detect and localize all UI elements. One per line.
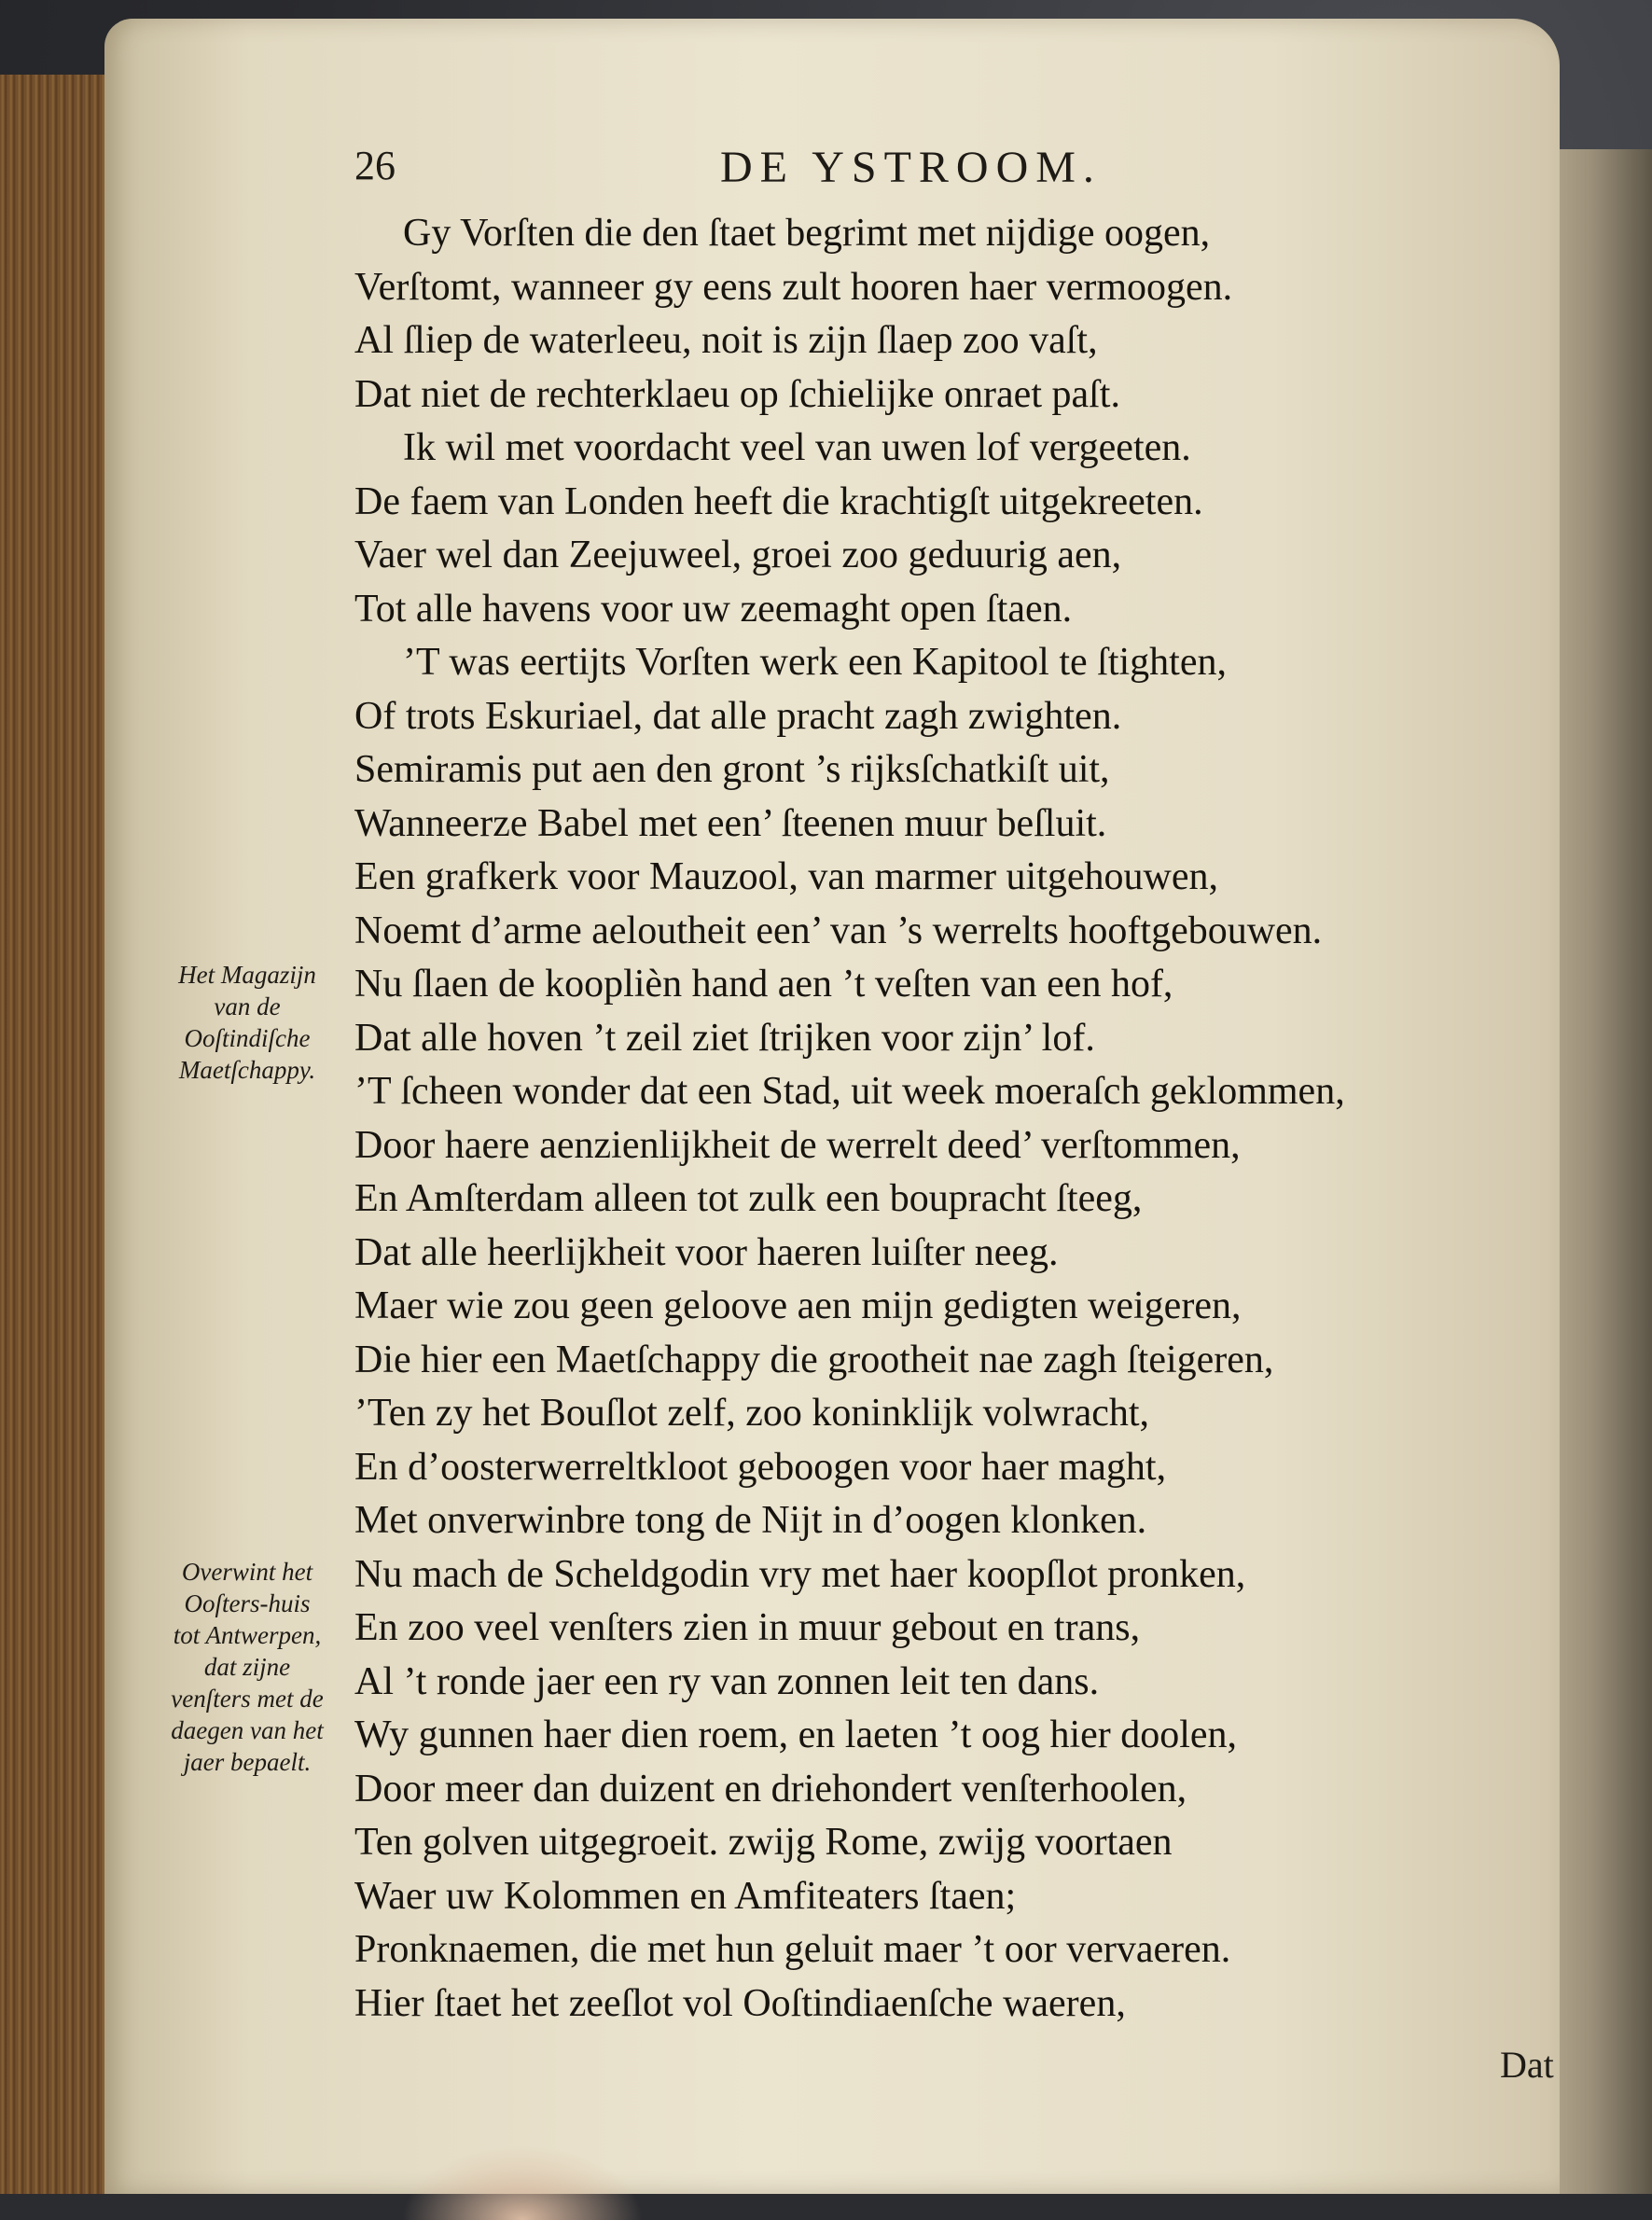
poem-line: Semiramis put aen den gront ’s rijksſchatkiſt uit, [354,748,1110,791]
poem-line: Hier ſtaet het zeeſlot vol Ooſtindiaenſche waeren, [354,1981,1126,2025]
poem-line: Nu mach de Scheldgodin vry met haer koopſlot pronken, [354,1552,1246,1596]
poem-line: Dat alle hoven ’t zeil ziet ſtrijken voor zijn’ lof. [354,1016,1095,1060]
poem-line: Ik wil met voordacht veel van uwen lof vergeeten. [403,426,1191,469]
poem-line: Al ’t ronde jaer een ry van zonnen leit ten dans. [354,1659,1100,1703]
poem-line: Noemt d’arme aeloutheit een’ van ’s werrelts hooftgebouwen. [354,909,1323,952]
poem-line: Die hier een Maetſchappy die grootheit nae zagh ſteigeren, [354,1338,1274,1381]
poem-line: ’T ſcheen wonder dat een Stad, uit week moeraſch geklommen, [354,1070,1345,1113]
poem-line: Nu ſlaen de kooplièn hand aen ’t veſten van een hof, [354,963,1173,1006]
running-head [354,142,1269,207]
poem-line: En zoo veel venſters zien in muur gebout en trans, [354,1606,1141,1649]
poem-line: Dat niet de rechterklaeu op ſchielijke onraet paſt. [354,372,1120,416]
poem-line: Door meer dan duizent en driehondert venſterhoolen, [354,1767,1187,1811]
poem-line: Maer wie zou geen geloove aen mijn gedigten weigeren, [354,1284,1242,1327]
poem-line: ’Ten zy het Bouſlot zelf, zoo koninklijk volwracht, [354,1392,1150,1435]
poem-line: Pronknaemen, die met hun geluit maer ’t oor vervaeren. [354,1928,1231,1971]
page-title: DE YSTROOM. [720,143,1102,192]
poem-line: En d’oosterwerreltkloot geboogen voor haer maght, [354,1445,1167,1489]
poem-line: Een grafkerk voor Mauzool, van marmer uitgehouwen, [354,855,1219,898]
poem-line: Met onverwinbre tong de Nijt in d’oogen klonken. [354,1499,1147,1542]
poem-line: Door haere aenzienlijkheit de werrelt deed’ verſtommen, [354,1123,1241,1167]
thumb-shadow [401,2145,644,2220]
poem-line: Wanneerze Babel met een’ ſteenen muur beſluit. [354,801,1107,845]
poem-line: En Amſterdam alleen tot zulk een boupracht ſteeg, [354,1177,1143,1220]
poem-line: Gy Vorſten die den ſtaet begrimt met nijdige oogen, [403,212,1211,255]
poem-line: De faem van Londen heeft die krachtigſt uitgekreeten. [354,479,1203,523]
margin-note: Het Magazijn van de Ooſtindiſche Maetſchappy. [178,961,316,1084]
poem-line: ’T was eertijts Vorſten werk een Kapitool te ſtighten, [403,641,1227,684]
page-number: 26 [354,143,396,188]
poem-line: Tot alle havens voor uw zeemaght open ſtaen. [354,587,1073,631]
catchword: Dat [1500,2044,1554,2086]
poem-line: Vaer wel dan Zeejuweel, groei zoo geduurig aen, [354,534,1122,576]
poem-line: Waer uw Kolommen en Amfiteaters ſtaen; [354,1874,1017,1918]
poem-line: Of trots Eskuriael, dat alle pracht zagh zwighten. [354,694,1122,738]
poem-line: Wy gunnen haer dien roem, en laeten ’t oog hier doolen, [354,1714,1238,1756]
poem-line: Ten golven uitgegroeit. zwijg Rome, zwijg voortaen [354,1821,1173,1864]
poem-text [354,207,1576,2031]
margin-note: Overwint het Ooſters-huis tot Antwerpen, dat zijne venſters met de daegen van het jaer bepaelt. [171,1558,324,1776]
poem-line: Dat alle heerlijkheit voor haeren luiſter neeg. [354,1230,1059,1274]
poem-line: Al ſliep de waterleeu, noit is zijn ſlaep zoo vaſt, [354,319,1098,362]
poem-line: Verſtomt, wanneer gy eens zult hooren haer vermoogen. [354,265,1233,309]
